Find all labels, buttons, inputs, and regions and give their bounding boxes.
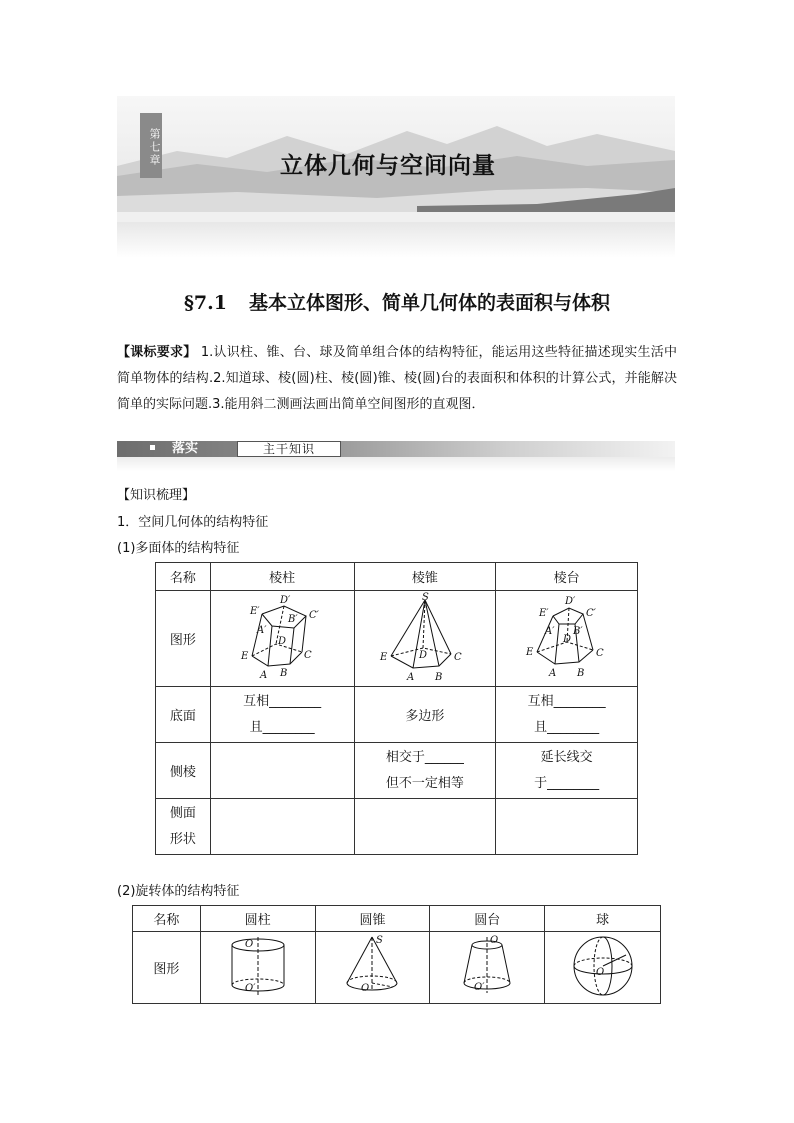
heading-polyhedra: (1)多面体的结构特征 [117, 541, 240, 556]
header-cell: 棱锥 [354, 563, 496, 591]
svg-text:B′: B′ [572, 625, 583, 637]
table-row [156, 743, 638, 799]
cell-text: 且________ [534, 719, 600, 735]
frustum-base-cell [496, 687, 638, 743]
svg-text:O: O [490, 934, 499, 946]
bar-left-label [117, 441, 237, 457]
svg-text:O′: O′ [244, 982, 256, 994]
svg-text:S: S [376, 934, 384, 946]
svg-text:C′: C′ [309, 609, 320, 621]
prism-face-cell [210, 799, 354, 855]
table-row [156, 563, 638, 591]
row-label-text: 侧面形状 [169, 805, 196, 847]
svg-text:B′: B′ [288, 613, 298, 625]
section-bar-shadow [117, 457, 675, 471]
cell-text: 互相________ [243, 693, 322, 709]
banner-shadow [117, 222, 675, 258]
svg-text:A: A [260, 669, 268, 681]
cell-text: 且________ [249, 719, 315, 735]
frustum-figure [517, 592, 617, 682]
row-label [156, 799, 211, 855]
frustum-cone-figure-cell [430, 932, 545, 1004]
table-row [156, 687, 638, 743]
chapter-title: 立体几何与空间向量 [280, 153, 496, 179]
cell-text: 互相________ [527, 693, 606, 709]
frustum-face-cell [496, 799, 638, 855]
bar-right-label: 主干知识 [237, 441, 341, 457]
header-cell: 球 [545, 906, 661, 932]
prism-figure-cell [210, 591, 354, 687]
requirements-tag: 【课标要求】 [117, 345, 197, 360]
pyramid-base-cell: 多边形 [354, 687, 496, 743]
requirements-paragraph [117, 340, 677, 418]
svg-text:A′: A′ [544, 625, 555, 637]
row-label: 底面 [156, 687, 211, 743]
svg-text:S: S [421, 591, 429, 603]
svg-text:C: C [595, 647, 604, 659]
heading-structure: 1．空间几何体的结构特征 [117, 515, 269, 530]
svg-text:A: A [406, 671, 415, 682]
section-title [0, 288, 794, 315]
svg-text:O: O [244, 938, 253, 950]
pyramid-figure [375, 592, 475, 682]
sphere-figure [568, 933, 638, 999]
cylinder-figure-cell [200, 932, 315, 1004]
table-row [133, 932, 661, 1004]
table-row [133, 906, 661, 932]
section-symbol: §7.1 [183, 292, 227, 314]
cell-text: 延长线交 [540, 749, 593, 765]
prism-edge-cell [210, 743, 354, 799]
pyramid-figure-cell [354, 591, 496, 687]
table-row [156, 799, 638, 855]
cone-figure [337, 933, 407, 999]
chapter-tag: 第七章 [140, 113, 162, 178]
svg-text:E′: E′ [538, 607, 549, 619]
svg-text:E: E [241, 650, 249, 662]
requirements-text: 1.认识柱、锥、台、球及简单组合体的结构特征，能运用这些特征描述现实生活中简单物体的结构.2.知道球、棱(圆)柱、棱(圆)锥、棱(圆)台的表面积和体积的计算公式，并能解决简单的实际问题.3.能用斜二测画法画出简单空间图形的直观图． [117, 345, 677, 412]
polyhedra-table [155, 562, 638, 855]
prism-base-cell [210, 687, 354, 743]
header-cell: 圆柱 [200, 906, 315, 932]
svg-text:D′: D′ [564, 595, 575, 607]
cone-figure-cell [315, 932, 430, 1004]
svg-text:E′: E′ [250, 605, 260, 617]
row-label: 侧棱 [156, 743, 211, 799]
svg-text:E: E [379, 651, 388, 663]
pyramid-edge-cell [354, 743, 496, 799]
svg-text:C′: C′ [585, 607, 596, 619]
svg-text:B: B [576, 667, 584, 679]
sphere-figure-cell [545, 932, 661, 1004]
knowledge-heading: 【知识梳理】 [117, 488, 196, 503]
bar-left-text: 落实 [172, 441, 199, 456]
svg-text:A′: A′ [257, 624, 267, 636]
cylinder-figure [223, 933, 293, 999]
header-cell: 棱台 [496, 563, 638, 591]
svg-text:O: O [595, 966, 604, 978]
row-label: 图形 [156, 591, 211, 687]
svg-text:A: A [548, 667, 556, 679]
header-cell: 圆锥 [315, 906, 430, 932]
header-cell: 棱柱 [210, 563, 354, 591]
svg-text:D: D [278, 635, 287, 647]
svg-text:D: D [418, 649, 427, 661]
pyramid-face-cell [354, 799, 496, 855]
frustum-figure-cell [496, 591, 638, 687]
section-title-text: 基本立体图形、简单几何体的表面积与体积 [248, 292, 610, 314]
svg-text:B: B [434, 671, 443, 682]
square-bullet-icon [150, 445, 155, 450]
table-row [156, 591, 638, 687]
svg-text:C: C [453, 651, 462, 663]
heading-revolution: (2)旋转体的结构特征 [117, 884, 240, 899]
svg-text:O: O [361, 982, 370, 994]
cell-text: 相交于______ [385, 749, 464, 765]
revolution-table [132, 905, 661, 1004]
svg-text:D′: D′ [280, 594, 291, 606]
row-label: 图形 [133, 932, 201, 1004]
svg-text:O′: O′ [474, 981, 485, 993]
cell-text: 但不一定相等 [385, 775, 464, 791]
header-cell: 圆台 [430, 906, 545, 932]
header-cell: 名称 [156, 563, 211, 591]
truncated-cone-figure [452, 933, 522, 999]
svg-text:C: C [304, 649, 312, 661]
svg-text:B: B [280, 667, 288, 679]
svg-text:D: D [562, 633, 571, 645]
svg-text:E: E [525, 646, 533, 658]
frustum-edge-cell [496, 743, 638, 799]
prism-figure [232, 592, 332, 682]
header-cell: 名称 [133, 906, 201, 932]
cell-text: 于________ [534, 775, 600, 791]
